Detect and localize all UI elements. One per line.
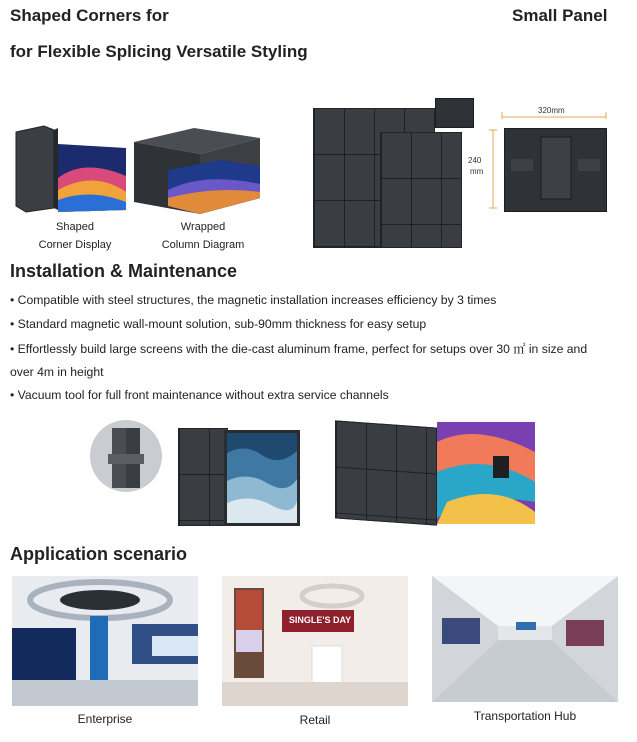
scene-label-transportation: Transportation Hub <box>473 709 577 723</box>
title-line-2: for Flexible Splicing Versatile Styling <box>10 42 308 61</box>
wrapped-caption-1: Wrapped <box>180 221 226 233</box>
shaped-corner-image <box>14 118 134 216</box>
wrapped-caption-2: Column Diagram <box>161 239 245 251</box>
shaped-caption-1: Shaped <box>56 221 94 233</box>
height-dimension-label-1: 240 <box>468 156 482 165</box>
shaped-caption-2: Corner Display <box>38 239 112 251</box>
wrapped-column-image <box>134 128 266 214</box>
panel-grid-right <box>380 132 462 248</box>
ocean-panel-image <box>224 430 300 526</box>
width-dimension-label: 320mm <box>538 106 565 115</box>
install-panel-back <box>178 428 228 526</box>
height-dimension-label-2: mm <box>470 167 484 176</box>
application-heading: Application scenario <box>10 544 188 564</box>
title-line-1: Shaped Corners for <box>10 6 169 25</box>
front-maintenance-panel <box>335 420 437 525</box>
single-panel-top <box>435 98 474 128</box>
install-bullet-1: • Compatible with steel structures, the magnetic installation increases efficiency by 3 times <box>10 293 497 307</box>
transportation-scene-image <box>432 576 618 702</box>
retail-scene-image <box>222 576 408 706</box>
panel-back-view <box>504 128 607 212</box>
title-right: Small Panel <box>512 6 608 25</box>
colorful-display-image <box>437 422 535 524</box>
installation-heading: Installation & Maintenance <box>10 261 238 281</box>
scene-label-enterprise: Enterprise <box>77 712 133 726</box>
height-dimension-line <box>488 128 498 210</box>
scene-label-retail: Retail <box>299 713 331 727</box>
magnet-detail-circle <box>90 420 162 492</box>
install-bullet-3: • Effortlessly build large screens with the die-cast aluminum frame, perfect for setups over 30 ㎡ in size and <box>10 342 588 356</box>
retail-sign-text: SINGLE'S DAY <box>288 615 352 625</box>
install-bullet-3-cont: over 4m in height <box>10 365 104 379</box>
install-bullet-2: • Standard magnetic wall-mount solution, sub-90mm thickness for easy setup <box>10 317 427 331</box>
install-bullet-4: • Vacuum tool for full front maintenance without extra service channels <box>10 388 389 402</box>
enterprise-scene-image <box>12 576 198 706</box>
